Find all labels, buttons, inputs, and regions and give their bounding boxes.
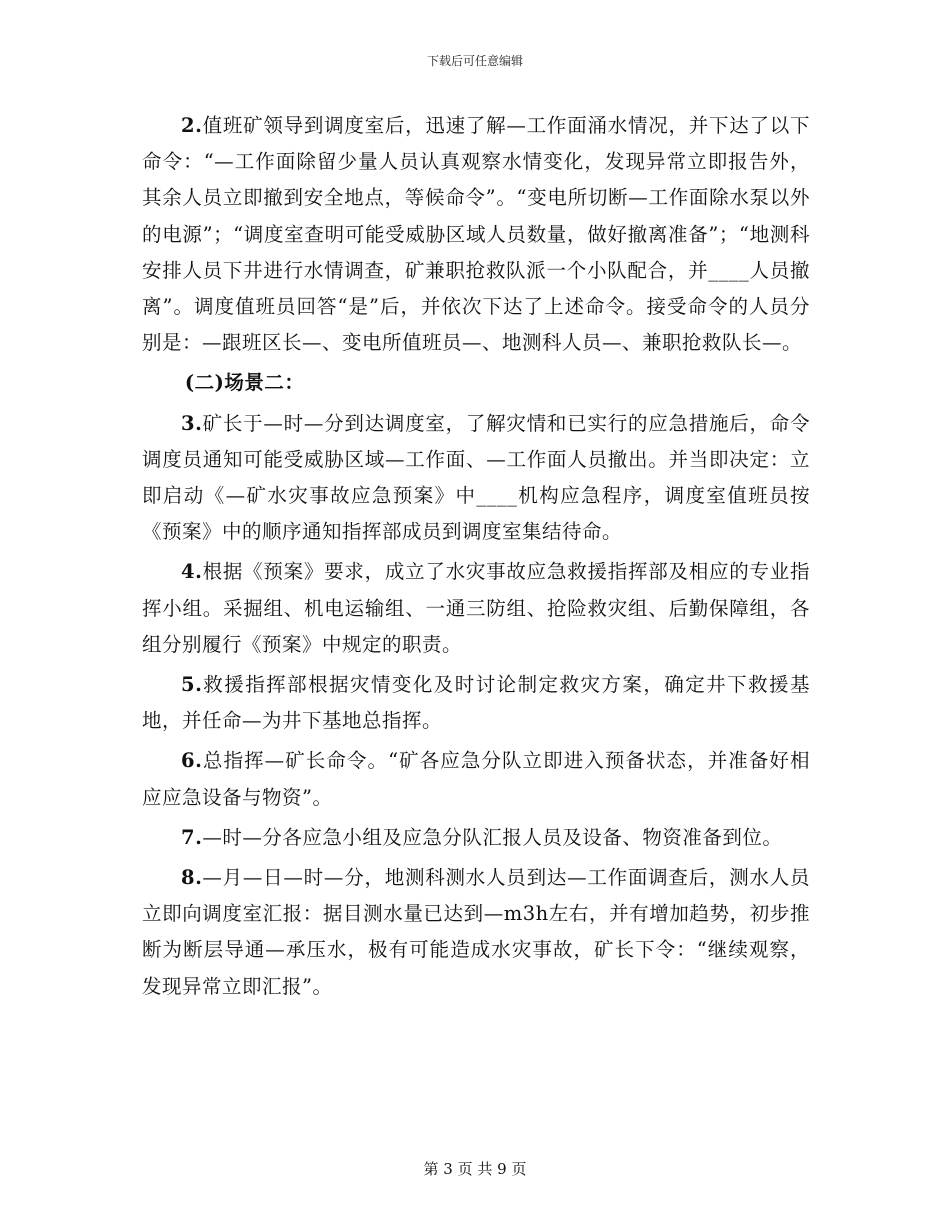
page-header: 下载后可任意编辑 <box>426 54 523 68</box>
paragraph-number: 6. <box>181 749 203 773</box>
paragraph-2 <box>142 108 810 361</box>
paragraph-text: —月—日—时—分，地测科测水人员到达—工作面调查后，测水人员立即向调度室汇报：据目测水量已达到—m3h左右，并有增加趋势，初步推断为断层导通—承压水，极有可能造成水灾事故，矿长下令：“继续观察，发现异常立即汇报”。 <box>142 866 810 998</box>
paragraph-3 <box>142 406 810 551</box>
paragraph-number: 8. <box>181 866 203 890</box>
heading-text: (二)场景二： <box>184 371 305 395</box>
paragraph-number: 2. <box>181 114 203 137</box>
paragraph-4 <box>142 554 810 663</box>
paragraph-text: 根据《预案》要求，成立了水灾事故应急救援指挥部及相应的专业指挥小组。采掘组、机电运输组、一通三防组、抢险救灾组、后勤保障组，各组分别履行《预案》中规定的职责。 <box>142 560 810 656</box>
paragraph-number: 5. <box>181 673 203 697</box>
paragraph-7 <box>142 820 810 856</box>
paragraph-text: —时—分各应急小组及应急分队汇报人员及设备、物资准备到位。 <box>202 825 783 849</box>
paragraph-text: 矿长于—时—分到达调度室，了解灾情和已实行的应急措施后，命令调度员通知可能受威胁区域—工作面、—工作面人员撤出。并当即决定：立即启动《—矿水灾事故应急预案》中____机构应急程序，调度室值班员按《预案》中的顺序通知指挥部成员到调度室集结待命。 <box>142 411 810 544</box>
paragraph-8 <box>142 860 810 1005</box>
page-footer: 第 3 页 共 9 页 <box>423 1160 527 1178</box>
paragraph-text: 值班矿领导到调度室后，迅速了解—工作面涌水情况，并下达了以下命令：“—工作面除留少量人员认真观察水情变化，发现异常立即报告外，其余人员立即撤到安全地点，等候命令”。“变电所切断—工作面除水泵以外的电源”；“调度室查明可能受威胁区域人员数量，做好撤离准备”；“地测科安排人员下井进行水情调查，矿兼职抢救队派一个小队配合，并____人员撤离”。调度值班员回答“是”后，并依次下达了上述命令。接受命令的人员分别是：—跟班区长—、变电所值班员—、地测科人员—、兼职抢救队长—。 <box>142 114 810 355</box>
document-body <box>142 108 810 1009</box>
paragraph-5 <box>142 667 810 739</box>
paragraph-number: 7. <box>181 825 203 849</box>
section-heading-scene-2 <box>142 365 810 401</box>
paragraph-number: 4. <box>181 560 203 584</box>
paragraph-text: 救援指挥部根据灾情变化及时讨论制定救灾方案，确定井下救援基地，并任命—为井下基地总指挥。 <box>142 673 810 733</box>
paragraph-text: 总指挥—矿长命令。“矿各应急分队立即进入预备状态，并准备好相应应急设备与物资”。 <box>142 749 810 809</box>
paragraph-number: 3. <box>181 411 203 435</box>
paragraph-6 <box>142 743 810 815</box>
